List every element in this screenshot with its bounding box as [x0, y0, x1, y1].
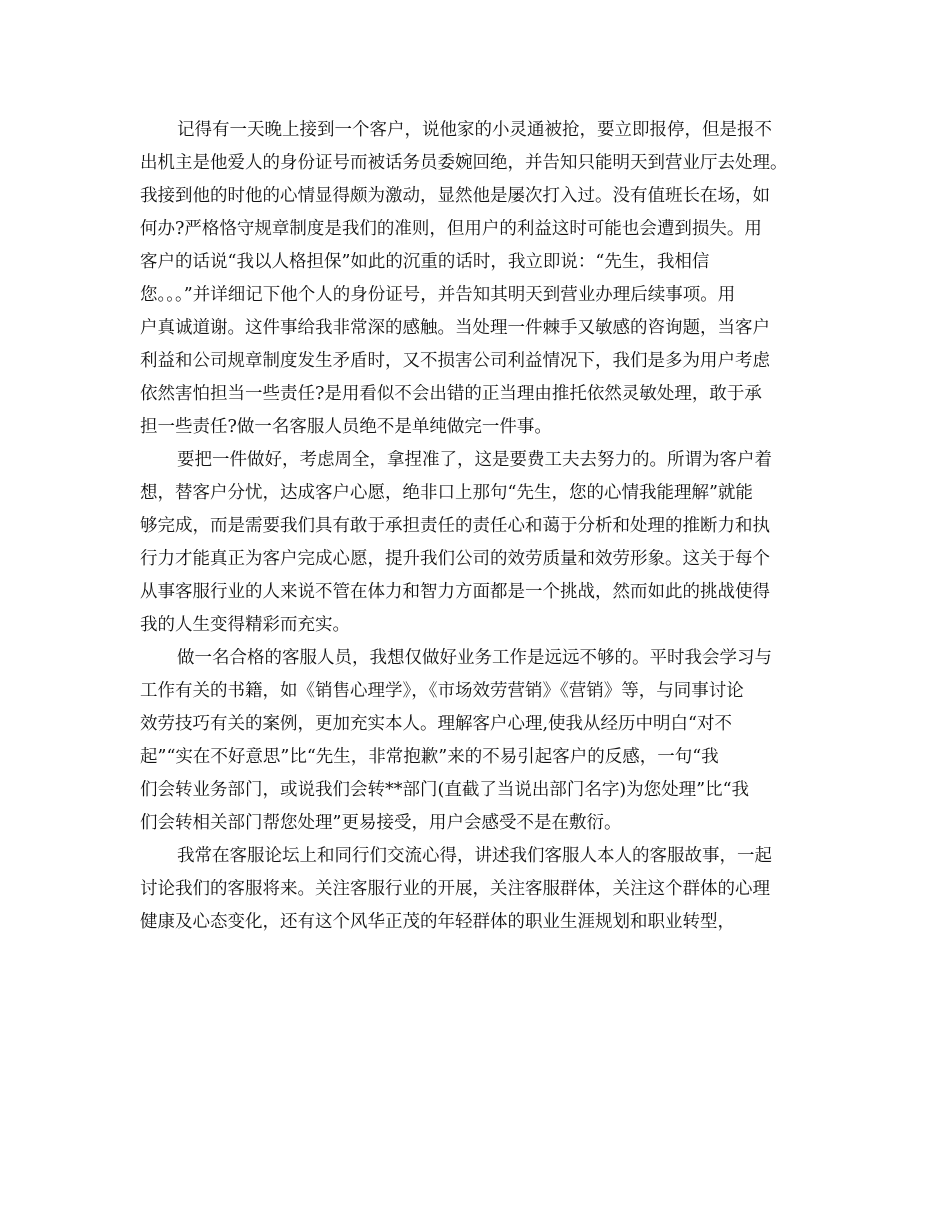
paragraph-1-line-8: 利益和公司规章制度发生矛盾时，又不损害公司利益情况下，我们是多为用户考虑	[140, 351, 770, 371]
paragraph-3-line-4: 起”“实在不好意思”比“先生，非常抱歉”来的不易引起客户的反感，一句“我	[140, 747, 719, 767]
paragraph-1-line-10: 担一些责任?做一名客服人员绝不是单纯做完一件事。	[140, 417, 552, 437]
paragraph-1-line-2: 出机主是他爱人的身份证号而被话务员委婉回绝，并告知只能明天到营业厅去处理。	[140, 153, 788, 173]
paragraph-1-line-1: 记得有一天晚上接到一个客户，说他家的小灵通被抢，要立即报停，但是报不	[177, 120, 772, 140]
paragraph-2-line-1: 要把一件做好，考虑周全，拿捏准了，这是要费工夫去努力的。所谓为客户着	[177, 450, 772, 470]
paragraph-2-line-5: 从事客服行业的人来说不管在体力和智力方面都是一个挑战，然而如此的挑战使得	[140, 582, 770, 602]
paragraph-4-line-3: 健康及心态变化，还有这个风华正茂的年轻群体的职业生涯规划和职业转型，	[140, 912, 735, 932]
paragraph-2-line-6: 我的人生变得精彩而充实。	[140, 615, 350, 635]
paragraph-1-line-3: 我接到他的时他的心情显得颇为激动，显然他是屡次打入过。没有值班长在场，如	[140, 186, 770, 206]
paragraph-3-line-1: 做一名合格的客服人员，我想仅做好业务工作是远远不够的。平时我会学习与	[177, 648, 772, 668]
paragraph-2-line-2: 想，替客户分忧，达成客户心愿，绝非口上那句“先生，您的心情我能理解”就能	[140, 483, 753, 503]
paragraph-4-line-1: 我常在客服论坛上和同行们交流心得，讲述我们客服人本人的客服故事，一起	[177, 846, 772, 866]
paragraph-3-line-2: 工作有关的书籍，如《销售心理学》，《市场效劳营销》《营销》等，与同事讨论	[140, 681, 744, 701]
paragraph-2-line-4: 行力才能真正为客户完成心愿，提升我们公司的效劳质量和效劳形象。这关于每个	[140, 549, 770, 569]
paragraph-1-line-7: 户真诚道谢。这件事给我非常深的感触。当处理一件棘手又敏感的咨询题，当客户	[140, 318, 770, 338]
paragraph-1-line-5: 客户的话说“我以人格担保”如此的沉重的话时，我立即说：“先生，我相信	[140, 252, 710, 272]
paragraph-3-line-3: 效劳技巧有关的案例，更加充实本人。理解客户心理,使我从经历中明白“对不	[140, 714, 733, 734]
paragraph-4-line-2: 讨论我们的客服将来。关注客服行业的开展，关注客服群体，关注这个群体的心理	[140, 879, 770, 899]
paragraph-3-line-6: 们会转相关部门帮您处理”更易接受，用户会感受不是在敷衍。	[140, 813, 622, 833]
paragraph-1-line-4: 何办?严格恪守规章制度是我们的准则，但用户的利益这时可能也会遭到损失。用	[140, 219, 762, 239]
paragraph-2-line-3: 够完成，而是需要我们具有敢于承担责任的责任心和蔼于分析和处理的推断力和执	[140, 516, 770, 536]
paragraph-1-line-6: 您。。。”并详细记下他个人的身份证号，并告知其明天到营业办理后续事项。用	[140, 285, 736, 305]
paragraph-1-line-9: 依然害怕担当一些责任?是用看似不会出错的正当理由推托依然灵敏处理，敢于承	[140, 384, 762, 404]
paragraph-3-line-5: 们会转业务部门，或说我们会转**部门(直截了当说出部门名字)为您处理”比“我	[140, 780, 750, 800]
